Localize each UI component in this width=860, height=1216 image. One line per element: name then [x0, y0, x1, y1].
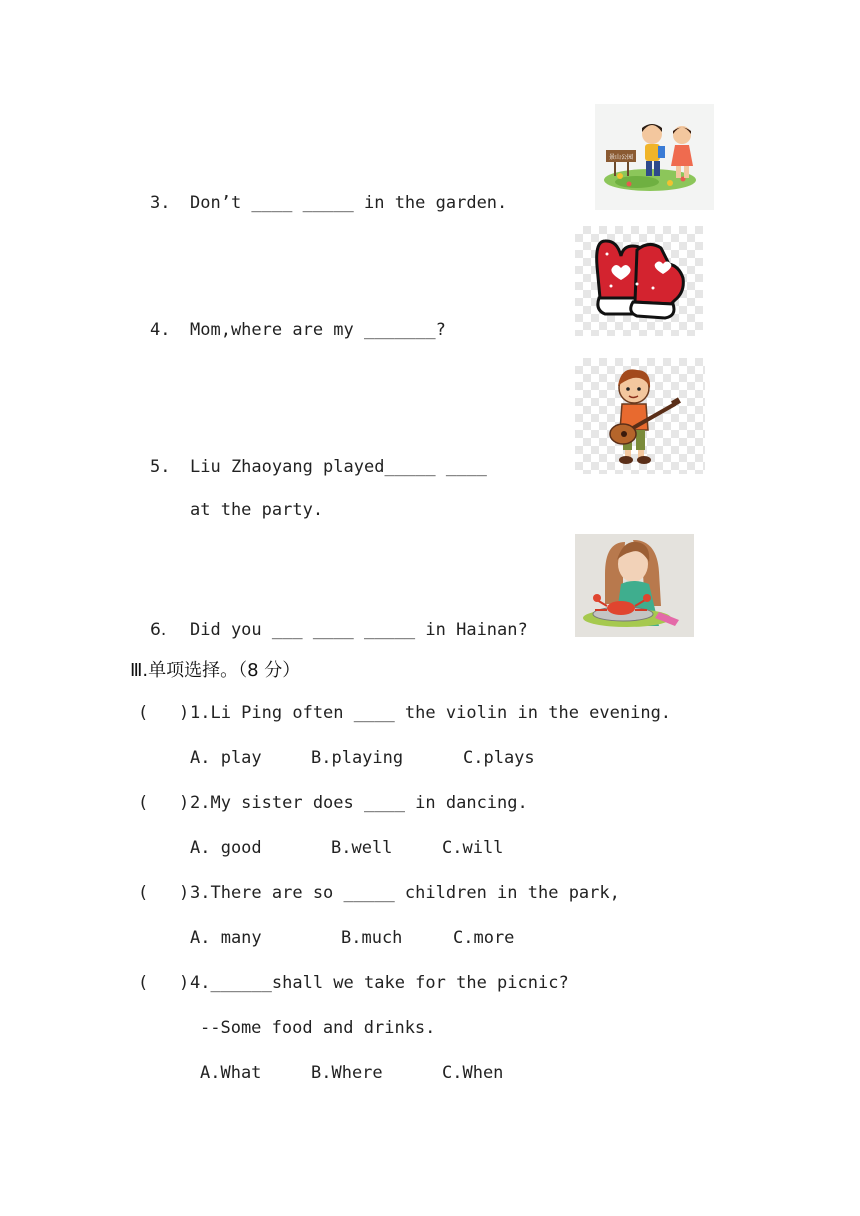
mittens-picture — [575, 226, 703, 336]
answer-bracket-4[interactable]: ( ) — [138, 973, 190, 993]
park-sign-text: 景山公园 — [609, 154, 634, 161]
question-6-text: Did you ___ ____ _____ in Hainan? — [190, 620, 528, 640]
question-3-text: Don’t ____ _____ in the garden. — [190, 193, 508, 213]
mc3-option-c: C.more — [453, 928, 515, 948]
mc4-option-c: C.When — [442, 1063, 504, 1083]
mc1-option-a: A. play — [190, 748, 262, 768]
girl-crab-picture — [575, 534, 694, 637]
section-heading: Ⅲ.单项选择。（8 分） — [130, 660, 301, 681]
answer-bracket-3[interactable]: ( ) — [138, 883, 190, 903]
mc2-option-a: A. good — [190, 838, 262, 858]
question-3-number: 3. — [150, 193, 171, 213]
mc-question-3: 3.There are so _____ children in the park, — [190, 883, 620, 903]
mc-question-2: 2.My sister does ____ in dancing. — [190, 793, 528, 813]
mc4-option-a: A.What — [200, 1063, 262, 1083]
mc4-option-b: B.Where — [311, 1063, 383, 1083]
question-5-text: Liu Zhaoyang played_____ ____ — [190, 457, 487, 477]
mc2-option-c: C.will — [442, 838, 504, 858]
mc1-option-c: C.plays — [463, 748, 535, 768]
mc4-dialogue-answer: --Some food and drinks. — [200, 1018, 436, 1038]
question-5-number: 5. — [150, 457, 171, 477]
mc3-option-a: A. many — [190, 928, 262, 948]
answer-bracket-2[interactable]: ( ) — [138, 793, 190, 813]
mc-question-4: 4.______shall we take for the picnic? — [190, 973, 569, 993]
question-6-number: 6. — [150, 620, 167, 640]
question-4-text: Mom,where are my _______? — [190, 320, 446, 340]
mc2-option-b: B.well — [331, 838, 393, 858]
mc-question-1: 1.Li Ping often ____ the violin in the evening. — [190, 703, 672, 723]
question-5-continuation: at the party. — [190, 500, 324, 520]
answer-bracket-1[interactable]: ( ) — [138, 703, 190, 723]
mc3-option-b: B.much — [341, 928, 403, 948]
boy-guitar-picture — [575, 358, 705, 474]
question-4-number: 4. — [150, 320, 171, 340]
mc1-option-b: B.playing — [311, 748, 404, 768]
children-park-picture — [595, 104, 714, 210]
